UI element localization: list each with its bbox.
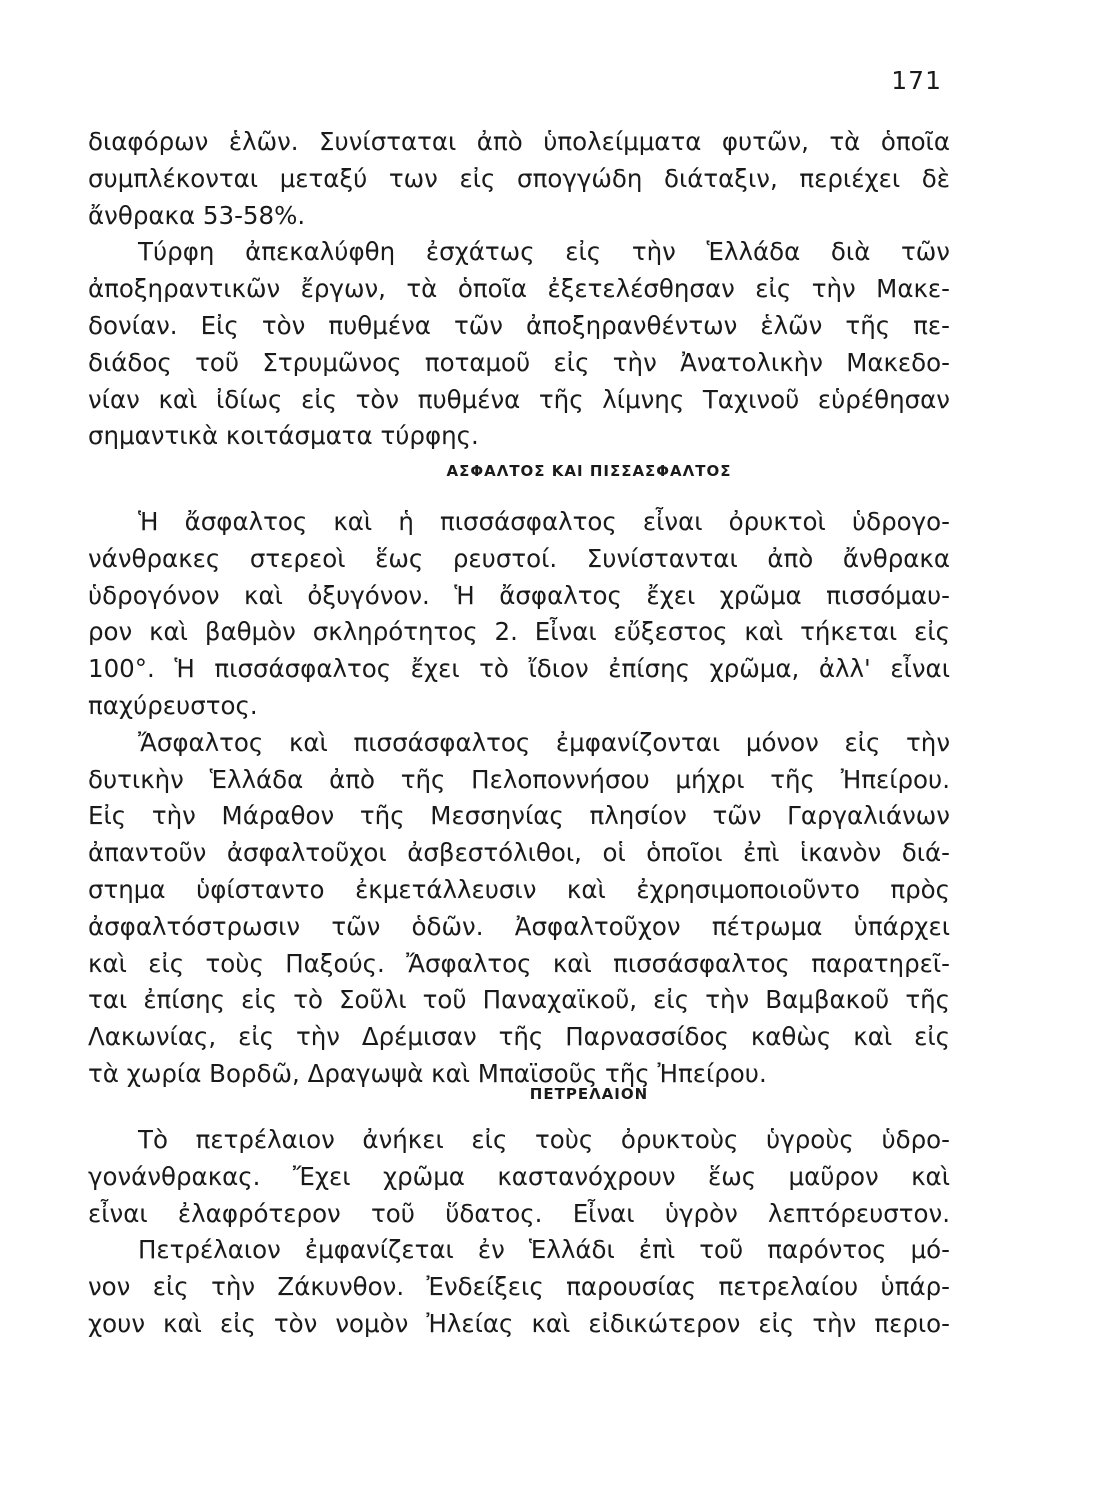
section1-body xyxy=(88,124,950,455)
text-line: καὶ εἰς τοὺς Παξούς. Ἄσφαλτος καὶ πισσάσφαλτος παρατηρεῖ- xyxy=(88,948,950,978)
text-line: ρον καὶ βαθμὸν σκληρότητος 2. Εἶναι εὔξεστος καὶ τήκεται εἰς xyxy=(88,617,950,647)
text-line: παχύρευστος. xyxy=(88,690,258,720)
text-line: γονάνθρακας. Ἔχει χρῶμα καστανόχρουν ἕως μαῦρον καὶ xyxy=(88,1161,950,1191)
text-line: σημαντικὰ κοιτάσματα τύρφης. xyxy=(88,421,479,451)
text-line: δυτικὴν Ἑλλάδα ἀπὸ τῆς Πελοποννήσου μήχρι τῆς Ἠπείρου. xyxy=(88,764,950,794)
section2-body xyxy=(88,504,950,1093)
text-line: ἀσφαλτόστρωσιν τῶν ὁδῶν. Ἀσφαλτοῦχον πέτρωμα ὑπάρχει xyxy=(88,911,950,941)
page-number: 171 xyxy=(891,66,942,95)
section-heading-petroleum: ΠΕΤΡΕΛΑΙΟΝ xyxy=(529,1085,649,1103)
section-heading-asphalt: ΑΣΦΑΛΤΟΣ ΚΑΙ ΠΙΣΣΑΣΦΑΛΤΟΣ xyxy=(446,462,732,480)
text-line: νον εἰς τὴν Ζάκυνθον. Ἐνδείξεις παρουσίας πετρελαίου ὑπάρ- xyxy=(88,1272,950,1302)
text-line: ἄνθρακα 53-58%. xyxy=(88,200,306,230)
text-line: Ἄσφαλτος καὶ πισσάσφαλτος ἐμφανίζονται μόνον εἰς τὴν xyxy=(138,727,950,757)
text-line: Ἡ ἄσφαλτος καὶ ἡ πισσάσφαλτος εἶναι ὀρυκτοὶ ὑδρογο- xyxy=(138,507,950,536)
text-line: δονίαν. Εἰς τὸν πυθμένα τῶν ἀποξηρανθέντων ἑλῶν τῆς πε- xyxy=(88,310,950,340)
text-line: τὰ χωρία Βορδῶ, Δραγωψὰ καὶ Μπαϊσοῦς τῆς Ἠπείρου. xyxy=(88,1058,767,1088)
text-line: Τύρφη ἀπεκαλύφθη ἐσχάτως εἰς τὴν Ἑλλάδα διὰ τῶν xyxy=(138,237,950,267)
text-line: Εἰς τὴν Μάραθον τῆς Μεσσηνίας πλησίον τῶν Γαργαλιάνων xyxy=(88,801,950,831)
section3-body xyxy=(88,1122,950,1343)
text-line: συμπλέκονται μεταξύ των εἰς σπογγώδη διάταξιν, περιέχει δὲ xyxy=(88,163,950,193)
text-line: εἶναι ἐλαφρότερον τοῦ ὕδατος. Εἶναι ὑγρὸν λεπτόρευστον. xyxy=(88,1198,950,1228)
text-line: χουν καὶ εἰς τὸν νομὸν Ἠλείας καὶ εἰδικώτερον εἰς τὴν περιο- xyxy=(88,1308,950,1338)
text-line: Τὸ πετρέλαιον ἀνήκει εἰς τοὺς ὀρυκτοὺς ὑγροὺς ὑδρο- xyxy=(138,1125,950,1154)
text-line: Πετρέλαιον ἐμφανίζεται ἐν Ἑλλάδι ἐπὶ τοῦ παρόντος μό- xyxy=(138,1235,950,1265)
text-line: 100°. Ἡ πισσάσφαλτος ἔχει τὸ ἴδιον ἐπίσης χρῶμα, ἀλλ' εἶναι xyxy=(88,654,950,684)
text-line: διαφόρων ἑλῶν. Συνίσταται ἀπὸ ὑπολείμματα φυτῶν, τὰ ὁποῖα xyxy=(88,127,950,156)
text-line: ἀπαντοῦν ἀσφαλτοῦχοι ἀσβεστόλιθοι, οἱ ὁποῖοι ἐπὶ ἱκανὸν διά- xyxy=(88,838,950,868)
text-line: νάνθρακες στερεοὶ ἕως ρευστοί. Συνίστανται ἀπὸ ἄνθρακα xyxy=(88,543,950,573)
text-line: διάδος τοῦ Στρυμῶνος ποταμοῦ εἰς τὴν Ἀνατολικὴν Μακεδο- xyxy=(88,347,950,377)
text-line: νίαν καὶ ἰδίως εἰς τὸν πυθμένα τῆς λίμνης Ταχινοῦ εὑρέθησαν xyxy=(88,384,950,414)
text-line: Λακωνίας, εἰς τὴν Δρέμισαν τῆς Παρνασσίδος καθὼς καὶ εἰς xyxy=(88,1022,950,1052)
text-line: στημα ὑφίσταντο ἐκμετάλλευσιν καὶ ἐχρησιμοποιοῦντο πρὸς xyxy=(88,874,950,904)
text-line: ται ἐπίσης εἰς τὸ Σοῦλι τοῦ Παναχαϊκοῦ, εἰς τὴν Βαμβακοῦ τῆς xyxy=(88,985,950,1015)
text-line: ἀποξηραντικῶν ἔργων, τὰ ὁποῖα ἐξετελέσθησαν εἰς τὴν Μακε- xyxy=(88,274,950,304)
text-line: ὑδρογόνον καὶ ὀξυγόνον. Ἡ ἄσφαλτος ἔχει χρῶμα πισσόμαυ- xyxy=(88,580,950,610)
